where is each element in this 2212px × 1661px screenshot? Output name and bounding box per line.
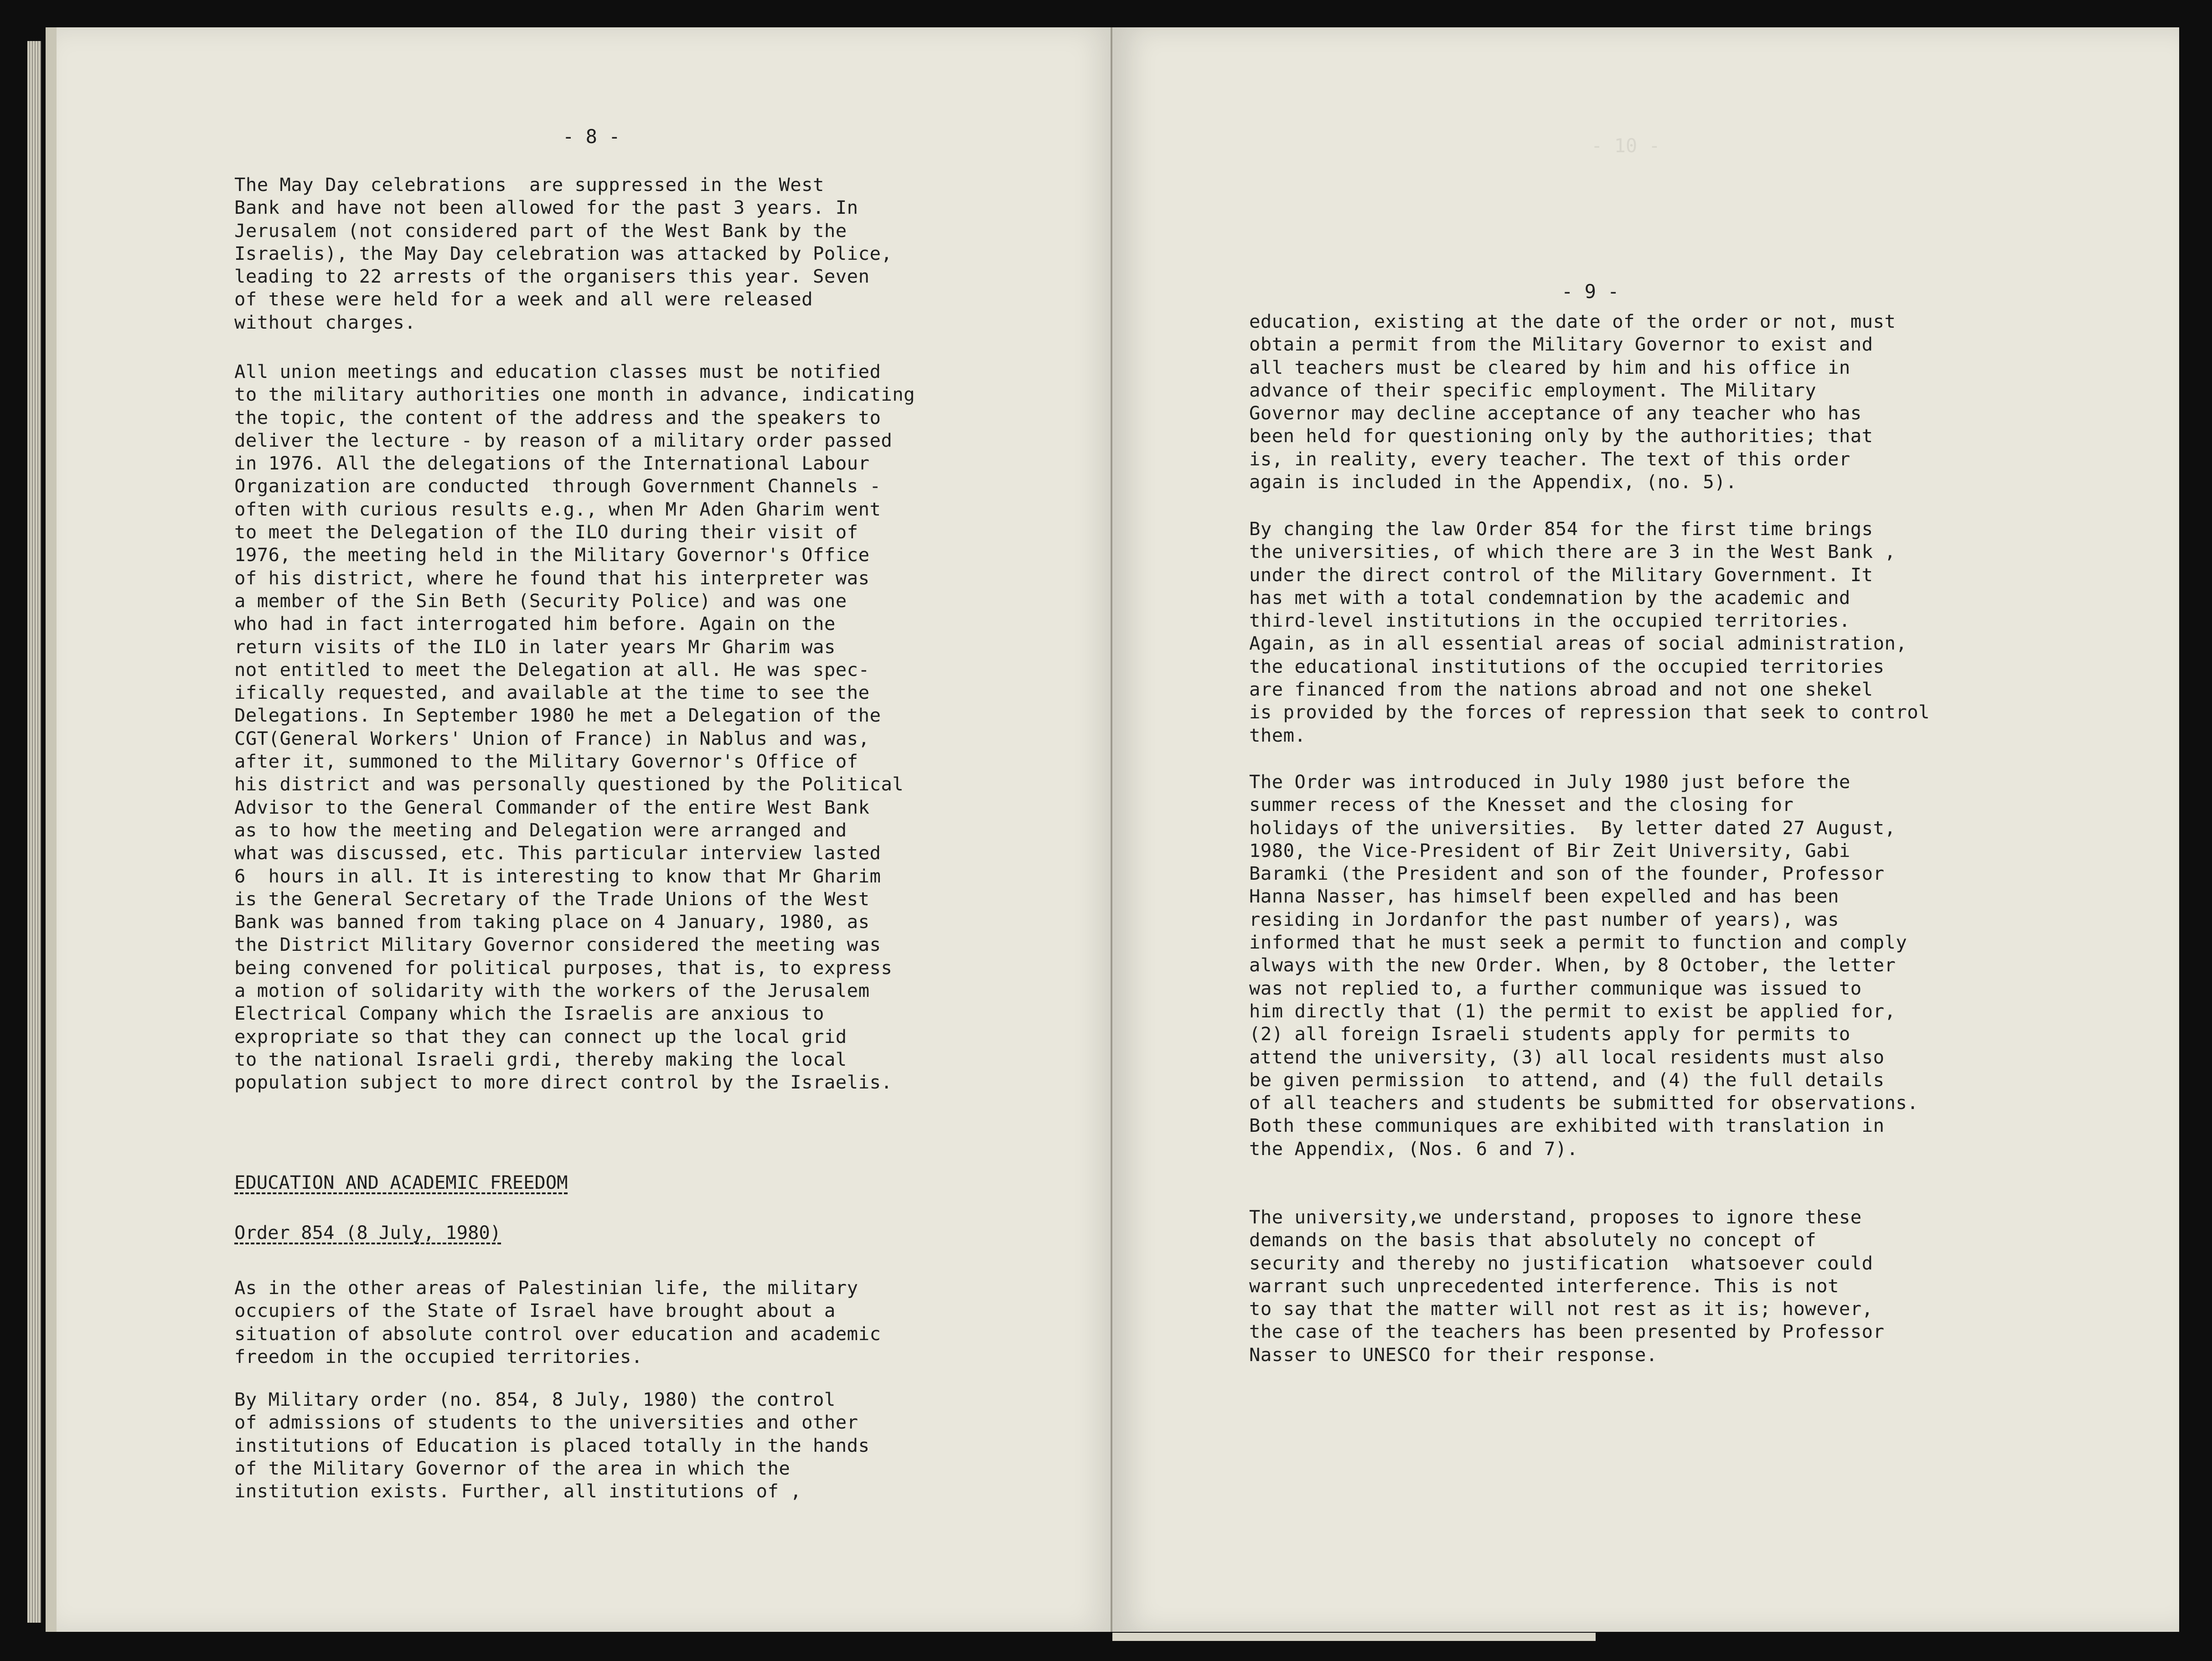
page-number-9: - 9 -	[1561, 280, 1619, 303]
section-heading-education: EDUCATION AND ACADEMIC FREEDOM	[234, 1171, 568, 1193]
paragraph-text: The university,we understand, proposes to ignore these demands on the basis that absolutely no concept of security and thereby no justification whatsoever could warrant such unprecedented interference. This is not to say that the matter will not rest as it is; however, the case of the teachers has been presented by Professor Nasser to UNESCO for their response.	[1249, 1206, 1885, 1366]
paragraph-text: As in the other areas of Palestinian life, the military occupiers of the State of Israel have brought about a situation of absolute control over education and academic freedom in the occupied territories.	[234, 1277, 881, 1367]
page-edges	[27, 41, 41, 1623]
left-para-may-day	[234, 173, 892, 334]
page-number-8: - 8 -	[563, 125, 620, 148]
left-para-union-meetings	[234, 360, 915, 1094]
right-para-university-response	[1249, 1206, 1884, 1366]
paragraph-text: By changing the law Order 854 for the first time brings the universities, of which there are 3 in the West Bank , under the direct control of the Military Government. It has met with a total condemnation by the academic and third-level institutions in the occupied territories. Again, as in all essential areas of social administration, the educational institutions of the occupied territories are financed from the nations abroad and not one shekel is provided by the forces of repression that seek to control them.	[1249, 518, 1930, 746]
right-para-permit	[1249, 310, 1896, 493]
paragraph-text: The Order was introduced in July 1980 just before the summer recess of the Knesset and the closing for holidays of the universities. By letter dated 27 August, 1980, the Vice-President of Bir Zeit University, Gabi Baramki (the President and son of the founder, Professor Hanna Nasser, has himself been expelled and has been residing in Jordanfor the past number of years), was informed that he must seek a permit to function and comply always with the new Order. When, by 8 October, the letter was not replied to, a further communique was issued to him directly that (1) the permit to exist be applied for, (2) all foreign Israeli students apply for permits to attend the university, (3) all local residents must also be given permission to attend, and (4) the full details of all teachers and students be submitted for observations. Both these communiques are exhibited with translation in the Appendix, (Nos. 6 and 7).	[1249, 771, 1919, 1160]
ghost-page-number: - 10 -	[1591, 134, 1660, 157]
paragraph-text: education, existing at the date of the order or not, must obtain a permit from the Military Governor to exist and all teachers must be cleared by him and his office in advance of their specific employment. The Military Governor may decline acceptance of any teacher who has been held for questioning only by the authorities; that is, in reality, every teacher. The text of this order again is included in the Appendix, (no. 5).	[1249, 310, 1896, 493]
left-para-palestinian-life	[234, 1276, 881, 1368]
paragraph-text: All union meetings and education classes must be notified to the military authorities one month in advance, indicating the topic, the content of the address and the speakers to deliver the lecture - by reason of a military order passed in 1976. All the delegations of the International Labour Organization are conducted through Government Channels - often with curious results e.g., when Mr Aden Gharim went to meet the Delegation of the ILO during their visit of 1976, the meeting held in the Military Governor's Office of his district, where he found that his interpreter was a member of the Sin Beth (Security Police) and was one who had in fact interrogated him before. Again on the return visits of the ILO in later years Mr Gharim was not entitled to meet the Delegation at all. He was spec- ifically requested, and available at the time to see the Delegations. In September 1980 he met a Delegation of the CGT(General Workers' Union of France) in Nablus and was, after it, summoned to the Military Governor's Office of his district and was personally questioned by the Political Advisor to the General Commander of the entire West Bank as to how the meeting and Delegation were arranged and what was discussed, etc. This particular interview lasted 6 hours in all. It is interesting to know that Mr Gharim is the General Secretary of the Trade Unions of the West Bank was banned from taking place on 4 January, 1980, as the District Military Governor considered the meeting was being convened for political purposes, that is, to express a motion of solidarity with the workers of the Jerusalem Electrical Company which the Israelis are anxious to expropriate so that they can connect up the local grid to the national Israeli grdi, thereby making the local population subject to more direct control by the Israelis.	[234, 361, 915, 1094]
page-bottom-edge	[1112, 1633, 1596, 1641]
paragraph-text: By Military order (no. 854, 8 July, 1980) the control of admissions of students to the universities and other institutions of Education is placed totally in the hands of the Military Governor of the area in which the institution exists. Further, all institutions of ,	[234, 1388, 870, 1502]
right-page	[1112, 27, 2179, 1632]
left-page	[46, 27, 1112, 1632]
subheading-order-854: Order 854 (8 July, 1980)	[234, 1222, 501, 1243]
left-para-military-order	[234, 1388, 869, 1502]
right-para-order-introduced	[1249, 770, 1918, 1160]
right-para-law-order	[1249, 517, 1930, 747]
paragraph-text: The May Day celebrations are suppressed in the West Bank and have not been allowed for the past 3 years. In Jerusalem (not considered part of the West Bank by the Israelis), the May Day celebration was attacked by Police, leading to 22 arrests of the organisers this year. Seven of these were held for a week and all were released without charges.	[234, 174, 893, 333]
